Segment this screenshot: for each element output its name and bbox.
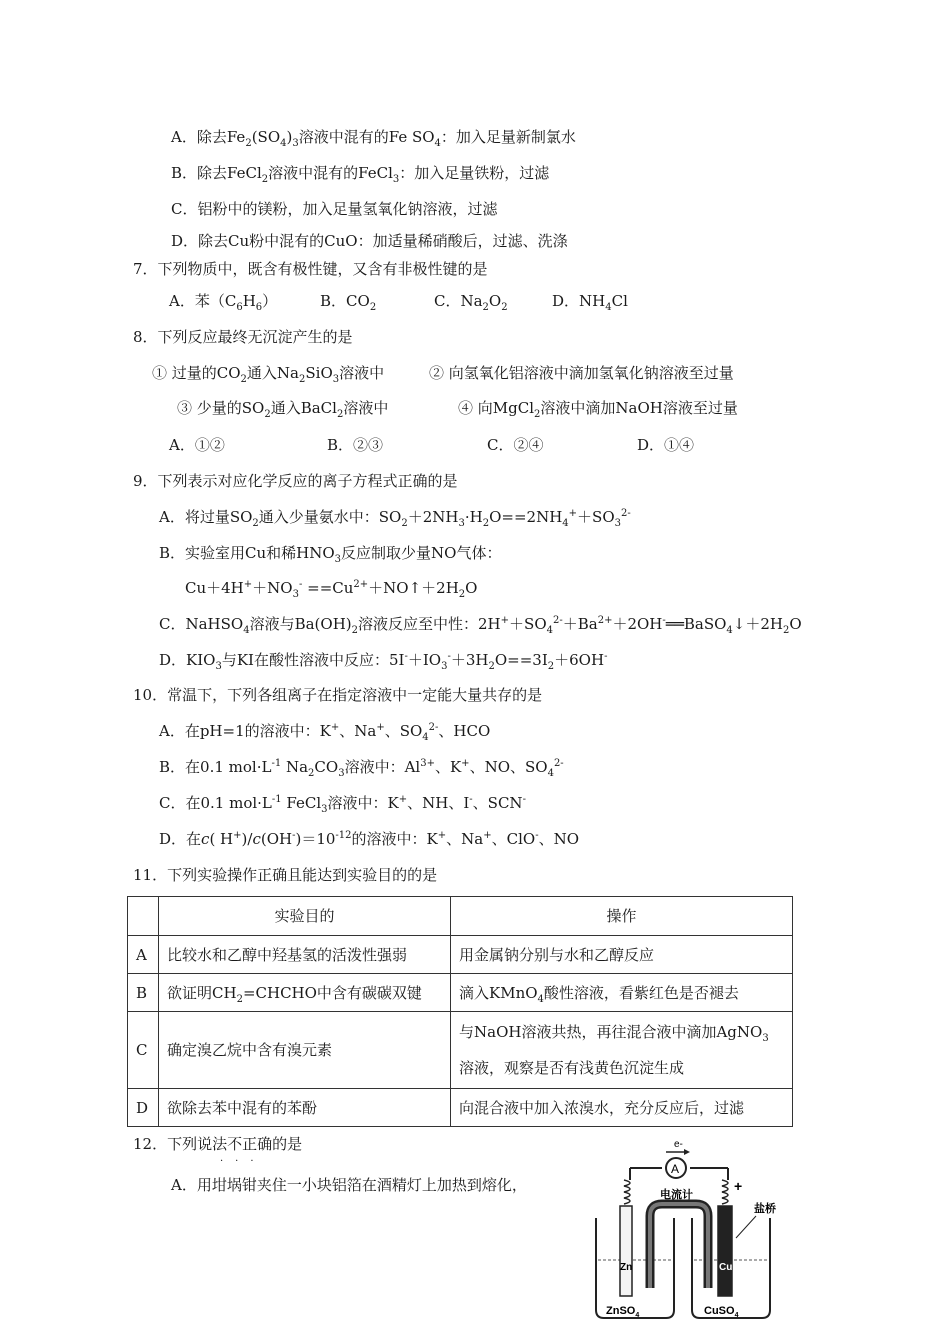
spring-right [722,1180,728,1204]
q8-item-1: ① 过量的$CO_2$通入$Na_2SiO_3$溶液中 [152,364,385,385]
row-op: 滴入KMnO$_4$酸性溶液，看紫红色是否褪去 [451,974,793,1012]
table-row [128,936,793,974]
table-row [128,1012,793,1089]
copper-electrode [718,1206,732,1296]
row-key: A [128,936,159,974]
positive-sign: + [734,1178,743,1194]
ammeter-label: 电流计 [660,1189,693,1201]
spring-left [624,1180,630,1204]
q9-stem: 9．下列表示对应化学反应的离子方程式正确的是 [133,472,458,490]
q6-option-a: A．除去$Fe_2(SO_4)_3$溶液中混有的Fe $SO_4$：加入足量新制氯水 [171,128,576,149]
q9-option-b-equation: $Cu+4H^++NO_3^-$ $==Cu^{2+}+NO↑+2H_2O$ [185,579,478,600]
row-op: 向混合液中加入浓溴水，充分反应后，过滤 [451,1089,793,1127]
q10-option-b: B．在0.1 $mol\cdot L^{-1}$ $Na_2CO_3$溶液中：$Al^{3+}$、K+、NO、$SO_4^{2-}$ [159,758,564,779]
q6-option-d: D．除去Cu粉中混有的CuO：加适量稀硝酸后，过滤、洗涤 [171,232,568,250]
q10-option-c: C．在0.1 $mol\cdot L^{-1}$ FeCl$_3$溶液中：K+、NH、I-、SCN- [159,794,526,815]
left-solution-label: ZnSO$_4$ [606,1305,640,1319]
q9-option-b: B．实验室用Cu和稀$HNO_3$反应制取少量NO气体： [159,544,502,565]
q8-stem: 8．下列反应最终无沉淀产生的是 [133,328,353,346]
table-header-goal: 实验目的 [159,897,451,936]
row-key: B [128,974,159,1012]
emphasis-dots: ··· [220,1156,266,1167]
row-goal: 欲除去苯中混有的苯酚 [159,1089,451,1127]
row-goal: 比较水和乙醇中羟基氢的活泼性强弱 [159,936,451,974]
galvanic-cell-figure [586,1138,786,1328]
q6-option-b: B．除去FeCl$_2$溶液中混有的FeCl$_3$：加入足量铁粉，过滤 [171,164,550,185]
q7-option-a: A．苯$(C_6H_6)$ [169,292,278,313]
q8-item-2: ② 向氢氧化铝溶液中滴加氢氧化钠溶液至过量 [429,364,734,382]
table-header-key [128,897,159,936]
experiment-table [127,896,793,1127]
zinc-label: Zn [620,1262,633,1273]
table-header-row [128,897,793,936]
q8-option-b: B．②③ [327,436,384,454]
table-row [128,974,793,1012]
zinc-electrode [620,1206,632,1296]
q10-stem: 10．常温下，下列各组离子在指定溶液中一定能大量共存的是 [133,686,543,704]
electron-label: e- [674,1139,683,1150]
q9-option-a: A．将过量$SO_2$通入少量氨水中：$SO_2+2NH_3\cdot H_2O==2NH_4^++SO_3^{2-}$ [159,508,631,529]
beaker-left [596,1218,674,1318]
q8-option-d: D．①④ [637,436,695,454]
right-solution-label: CuSO$_4$ [704,1305,739,1319]
q12-stem: 12．下列说法不正确的是 [133,1135,303,1153]
table-row [128,1089,793,1127]
row-goal: 欲证明$CH_2=CHCHO$中含有碳碳双键 [159,974,451,1012]
q7-option-b: B．$CO_2$ [320,292,377,313]
row-op: 用金属钠分别与水和乙醇反应 [451,936,793,974]
q9-option-c: C．NaHSO$_4$溶液与$Ba(OH)_2$溶液反应至中性：$2H^++SO_4^{2-}+Ba^{2+}+2OH^-══BaSO_4↓+2H_2O$ [159,615,802,636]
q12-option-a: A．用坩埚钳夹住一小块铝箔在酒精灯上加热到熔化， [171,1176,527,1194]
table-header-op: 操作 [451,897,793,936]
q10-option-a: A．在pH=1的溶液中：K+、Na+、$SO_4^{2-}$、HCO [159,722,491,743]
row-goal: 确定溴乙烷中含有溴元素 [159,1012,451,1089]
row-op: 与NaOH溶液共热，再往混合液中滴加AgNO$_3$ 溶液，观察是否有浅黄色沉淀生成 [451,1012,793,1089]
row-key: C [128,1012,159,1089]
q7-option-d: D．$NH_4Cl$ [552,292,628,313]
q8-item-4: ④ 向MgCl$_2$溶液中滴加NaOH溶液至过量 [458,399,738,420]
q11-stem: 11．下列实验操作正确且能达到实验目的的是 [133,866,438,884]
q8-option-c: C．②④ [487,436,544,454]
q7-option-c: C．$Na_2O_2$ [434,292,508,313]
svg-text:A: A [671,1162,680,1176]
q6-option-c: C．铝粉中的镁粉，加入足量氢氧化钠溶液，过滤 [171,200,498,218]
q8-item-3: ③ 少量的$SO_2$通入BaCl$_2$溶液中 [177,399,389,420]
q8-option-a: A．①② [169,436,225,454]
salt-bridge-label: 盐桥 [754,1203,776,1215]
q9-option-d: D．$KIO_3$与KI在酸性溶液中反应：$5I^-+IO_3^-+3H_2O==3I_2+6OH^-$ [159,651,608,672]
q7-stem: 7．下列物质中，既含有极性键，又含有非极性键的是 [133,260,488,278]
q10-option-d: D．在c( $H^+)/c(OH^-)=10^{-12}$的溶液中：K+、Na+、ClO-、NO [159,830,580,848]
row-key: D [128,1089,159,1127]
salt-bridge [650,1204,708,1288]
copper-label: Cu [719,1262,733,1273]
